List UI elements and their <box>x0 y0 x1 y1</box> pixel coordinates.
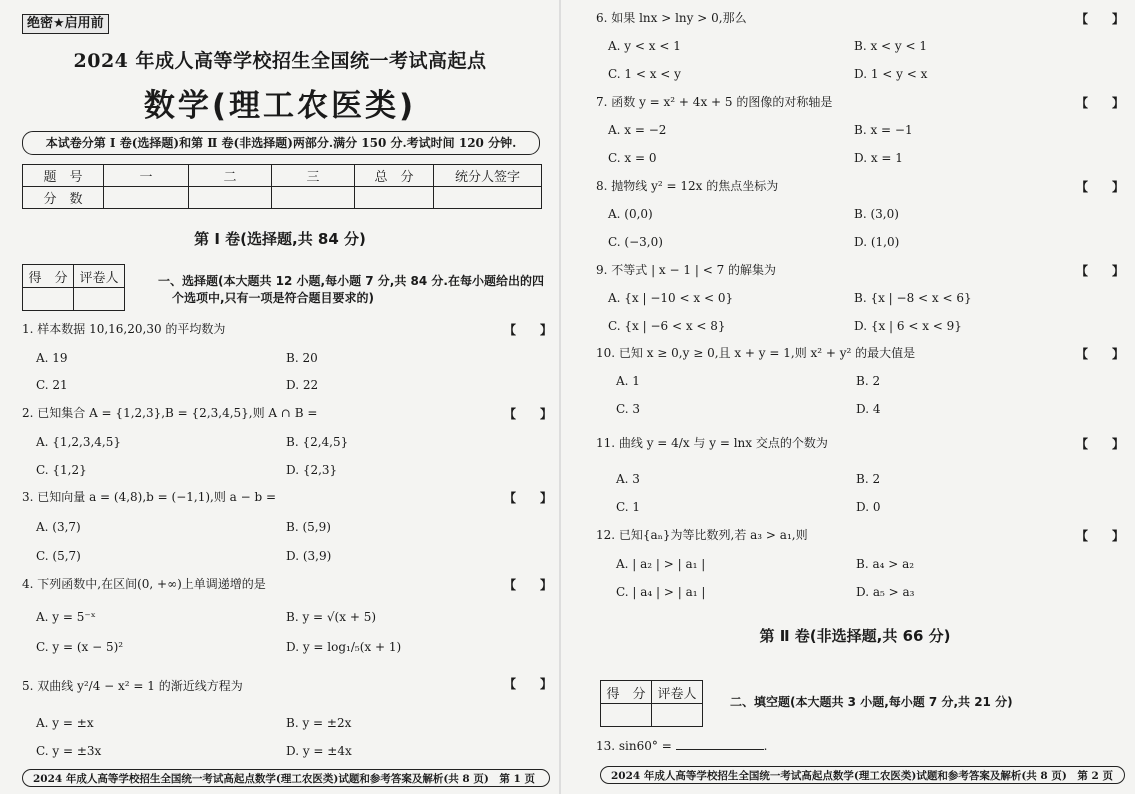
score-header-cell: 三 <box>272 165 355 187</box>
option-c: C. y = ±3x <box>36 744 102 758</box>
question-13-stem: 13. sin60° = <box>596 739 672 753</box>
answer-bracket: 【 】 <box>1076 529 1125 543</box>
score-header-cell: 题 号 <box>23 165 104 187</box>
score-cell <box>104 187 189 209</box>
answer-bracket: 【 】 <box>504 578 553 592</box>
option-d: D. (1,0) <box>854 235 900 249</box>
option-d: D. {2,3} <box>286 463 338 477</box>
answer-bracket: 【 】 <box>1076 264 1125 278</box>
answer-bracket: 【 】 <box>504 323 553 337</box>
option-b: B. 2 <box>856 472 881 486</box>
part2-title: 第 Ⅱ 卷(非选择题,共 66 分) <box>759 627 951 645</box>
option-a: A. 1 <box>616 374 640 388</box>
part1-title: 第 Ⅰ 卷(选择题,共 84 分) <box>194 230 366 248</box>
score-cell <box>434 187 542 209</box>
footer-page-2: 2024 年成人高等学校招生全国统一考试高起点数学(理工农医类)试题和参考答案及解析(共 8 页) 第 2 页 <box>600 766 1125 784</box>
option-d: D. a₅ > a₃ <box>856 585 915 599</box>
option-a: A. 19 <box>36 351 68 365</box>
score-cell <box>189 187 272 209</box>
grader-name-label: 评卷人 <box>74 265 125 288</box>
question-stem: 11. 曲线 y = 4/x 与 y = lnx 交点的个数为 <box>596 436 828 450</box>
answer-bracket: 【 】 <box>504 677 553 691</box>
question-stem: 9. 不等式 | x − 1 | < 7 的解集为 <box>596 263 777 277</box>
grader-name-cell <box>74 288 125 311</box>
section1-heading-line1: 一、选择题(本大题共 12 小题,每小题 7 分,共 84 分.在每小题给出的四 <box>158 274 544 288</box>
option-a: A. | a₂ | > | a₁ | <box>616 557 706 571</box>
answer-bracket: 【 】 <box>504 491 553 505</box>
footer-page-1: 2024 年成人高等学校招生全国统一考试高起点数学(理工农医类)试题和参考答案及解析(共 8 页) 第 1 页 <box>22 769 550 787</box>
score-row-label: 分 数 <box>23 187 104 209</box>
option-d: D. y = ±4x <box>286 744 352 758</box>
option-c: C. 1 <box>616 500 641 514</box>
question-stem: 4. 下列函数中,在区间(0, +∞)上单调递增的是 <box>22 577 266 591</box>
option-b: B. {x | −8 < x < 6} <box>854 291 972 305</box>
option-d: D. y = log₁/₅(x + 1) <box>286 640 402 654</box>
answer-bracket: 【 】 <box>1076 12 1125 26</box>
option-d: D. 0 <box>856 500 881 514</box>
score-cell <box>355 187 434 209</box>
option-c: C. (−3,0) <box>608 235 663 249</box>
option-b: B. x < y < 1 <box>854 39 927 53</box>
question-stem: 6. 如果 lnx > lny > 0,那么 <box>596 11 747 25</box>
option-c: C. x = 0 <box>608 151 657 165</box>
score-header-cell: 二 <box>189 165 272 187</box>
question-stem: 12. 已知{aₙ}为等比数列,若 a₃ > a₁,则 <box>596 528 808 542</box>
option-a: A. (0,0) <box>608 207 653 221</box>
grader-score-label: 得 分 <box>601 681 652 704</box>
page-divider <box>559 0 561 794</box>
question-stem: 10. 已知 x ≥ 0,y ≥ 0,且 x + y = 1,则 x² + y² 的最大值是 <box>596 346 916 360</box>
option-a: A. (3,7) <box>36 520 81 534</box>
answer-bracket: 【 】 <box>1076 180 1125 194</box>
option-a: A. {x | −10 < x < 0} <box>608 291 734 305</box>
page-2 <box>570 0 1135 794</box>
option-c: C. 21 <box>36 378 68 392</box>
question-stem: 3. 已知向量 a = (4,8),b = (−1,1),则 a − b = <box>22 490 277 504</box>
question-stem: 2. 已知集合 A = {1,2,3},B = {2,3,4,5},则 A ∩ B = <box>22 406 318 420</box>
question-13 <box>596 737 767 754</box>
option-c: C. 1 < x < y <box>608 67 681 81</box>
question-stem: 8. 抛物线 y² = 12x 的焦点坐标为 <box>596 179 779 193</box>
score-header-cell: 统分人签字 <box>434 165 542 187</box>
score-cell <box>272 187 355 209</box>
grader-name-cell <box>652 704 703 727</box>
option-d: D. 22 <box>286 378 319 392</box>
grader-box-1 <box>22 264 125 311</box>
grader-score-cell <box>23 288 74 311</box>
option-b: B. 2 <box>856 374 881 388</box>
option-b: B. x = −1 <box>854 123 913 137</box>
exam-title: 2024 年成人高等学校招生全国统一考试高起点 <box>73 50 487 72</box>
score-header-cell: 总 分 <box>355 165 434 187</box>
exam-notice: 本试卷分第 Ⅰ 卷(选择题)和第 Ⅱ 卷(非选择题)两部分.满分 150 分.考试时间 120 分钟. <box>22 131 540 155</box>
question-stem: 5. 双曲线 y²/4 − x² = 1 的渐近线方程为 <box>22 679 243 693</box>
option-c: C. {x | −6 < x < 8} <box>608 319 726 333</box>
answer-bracket: 【 】 <box>1076 437 1125 451</box>
score-header-cell: 一 <box>104 165 189 187</box>
grader-name-label: 评卷人 <box>652 681 703 704</box>
section1-heading-line2: 个选项中,只有一项是符合题目要求的) <box>172 291 375 305</box>
option-d: D. 1 < y < x <box>854 67 928 81</box>
option-a: A. y < x < 1 <box>608 39 681 53</box>
option-a: A. x = −2 <box>608 123 667 137</box>
answer-bracket: 【 】 <box>1076 347 1125 361</box>
option-a: A. y = 5⁻ˣ <box>36 610 96 624</box>
score-table <box>22 164 542 209</box>
option-b: B. y = √(x + 5) <box>286 610 377 624</box>
option-b: B. a₄ > a₂ <box>856 557 915 571</box>
option-b: B. y = ±2x <box>286 716 352 730</box>
grader-score-label: 得 分 <box>23 265 74 288</box>
option-c: C. {1,2} <box>36 463 87 477</box>
subject-title: 数学(理工农医类) <box>143 88 417 124</box>
option-b: B. (5,9) <box>286 520 331 534</box>
question-13-end: . <box>763 739 768 753</box>
option-d: D. 4 <box>856 402 881 416</box>
option-c: C. y = (x − 5)² <box>36 640 124 654</box>
option-c: C. (5,7) <box>36 549 81 563</box>
question-stem: 7. 函数 y = x² + 4x + 5 的图像的对称轴是 <box>596 95 833 109</box>
grader-score-cell <box>601 704 652 727</box>
answer-blank <box>676 737 764 750</box>
option-b: B. 20 <box>286 351 318 365</box>
secret-label: 绝密★启用前 <box>22 14 109 34</box>
option-b: B. (3,0) <box>854 207 899 221</box>
option-c: C. 3 <box>616 402 641 416</box>
option-b: B. {2,4,5} <box>286 435 349 449</box>
option-a: A. y = ±x <box>36 716 94 730</box>
option-d: D. {x | 6 < x < 9} <box>854 319 962 333</box>
grader-box-2 <box>600 680 703 727</box>
option-d: D. x = 1 <box>854 151 903 165</box>
page-1 <box>0 0 556 794</box>
option-d: D. (3,9) <box>286 549 332 563</box>
answer-bracket: 【 】 <box>1076 96 1125 110</box>
answer-bracket: 【 】 <box>504 407 553 421</box>
section2-heading: 二、填空题(本大题共 3 小题,每小题 7 分,共 21 分) <box>730 695 1013 709</box>
question-stem: 1. 样本数据 10,16,20,30 的平均数为 <box>22 322 226 336</box>
option-c: C. | a₄ | > | a₁ | <box>616 585 706 599</box>
option-a: A. {1,2,3,4,5} <box>36 435 121 449</box>
option-a: A. 3 <box>616 472 640 486</box>
